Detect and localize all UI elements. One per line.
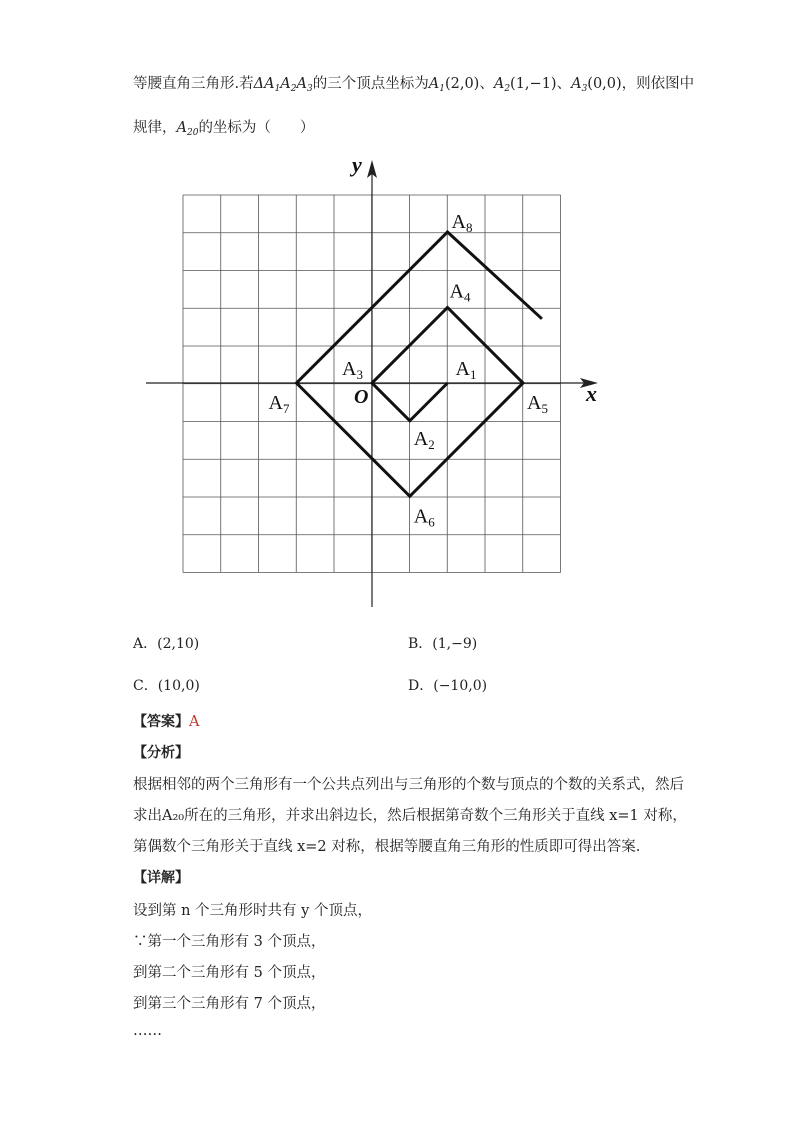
analysis-line-1: 根据相邻的两个三角形有一个公共点列出与三角形的个数与顶点的个数的关系式，然后 [133,777,684,793]
axes [146,152,598,607]
analysis-line-3: 第偶数个三角形关于直线 x=2 对称，根据等腰直角三角形的性质即可得出答案. [133,839,641,855]
point-label-a6: $A_6$ [413,505,435,530]
detail-line-5: …… [133,1023,162,1039]
coord-a1: (2,0) [444,76,480,92]
option-c[interactable]: C．(10,0) [133,678,200,694]
point-label-a5: $A_5$ [527,392,548,416]
spiral-path [297,232,542,496]
x-axis-label: x [586,381,597,406]
point-label-a3: $A_3$ [342,358,363,382]
spiral-polyline [297,232,542,496]
point-label-a7: $A_7$ [268,392,290,416]
point-label-a1: $A_1$ [455,358,477,382]
coord-a3: (0,0) [587,76,622,92]
detail-tag: 【详解】 [133,870,189,886]
question-line-1: 等腰直角三角形.若$\Delta A_1A_2A_3$的三个顶点坐标为$A_1(2,0)$、$A_2(1,-1)$、$A_3(0,0)$，则依图中 [133,76,695,94]
option-d[interactable]: D．(−10,0) [408,678,488,694]
question-line-2: 规律，$A_{20}$的坐标为（ ） [133,120,315,138]
triangle-symbol: ΔA [253,76,275,92]
point-label-a8: $A_8$ [451,211,473,235]
analysis-line-2: 求出A₂₀所在的三角形，并求出斜边长，然后根据第奇数个三角形关于直线 x=1 对称， [133,808,687,824]
point-label-a2: $A_2$ [413,427,435,452]
question-prefix: 等腰直角三角形.若 [133,76,254,92]
y-axis-label: y [352,152,362,177]
option-a[interactable]: A．(2,10) [133,636,200,652]
point-label-a4: $A_4$ [449,280,471,305]
coord-a2: (1,−1) [510,76,557,92]
origin-label: O [354,386,369,408]
detail-line-4: 到第三个三角形有 7 个顶点， [133,996,326,1012]
detail-line-3: 到第二个三角形有 5 个顶点， [133,965,326,981]
answer-value: A [189,714,200,730]
analysis-tag: 【分析】 [133,745,189,761]
detail-line-1: 设到第 n 个三角形时共有 y 个顶点， [133,903,372,919]
detail-line-2: ∵第一个三角形有 3 个顶点， [133,934,326,950]
answer-tag: 【答案】 [133,714,189,730]
option-b[interactable]: B．(1,−9) [408,636,478,652]
answer-line [133,711,199,731]
